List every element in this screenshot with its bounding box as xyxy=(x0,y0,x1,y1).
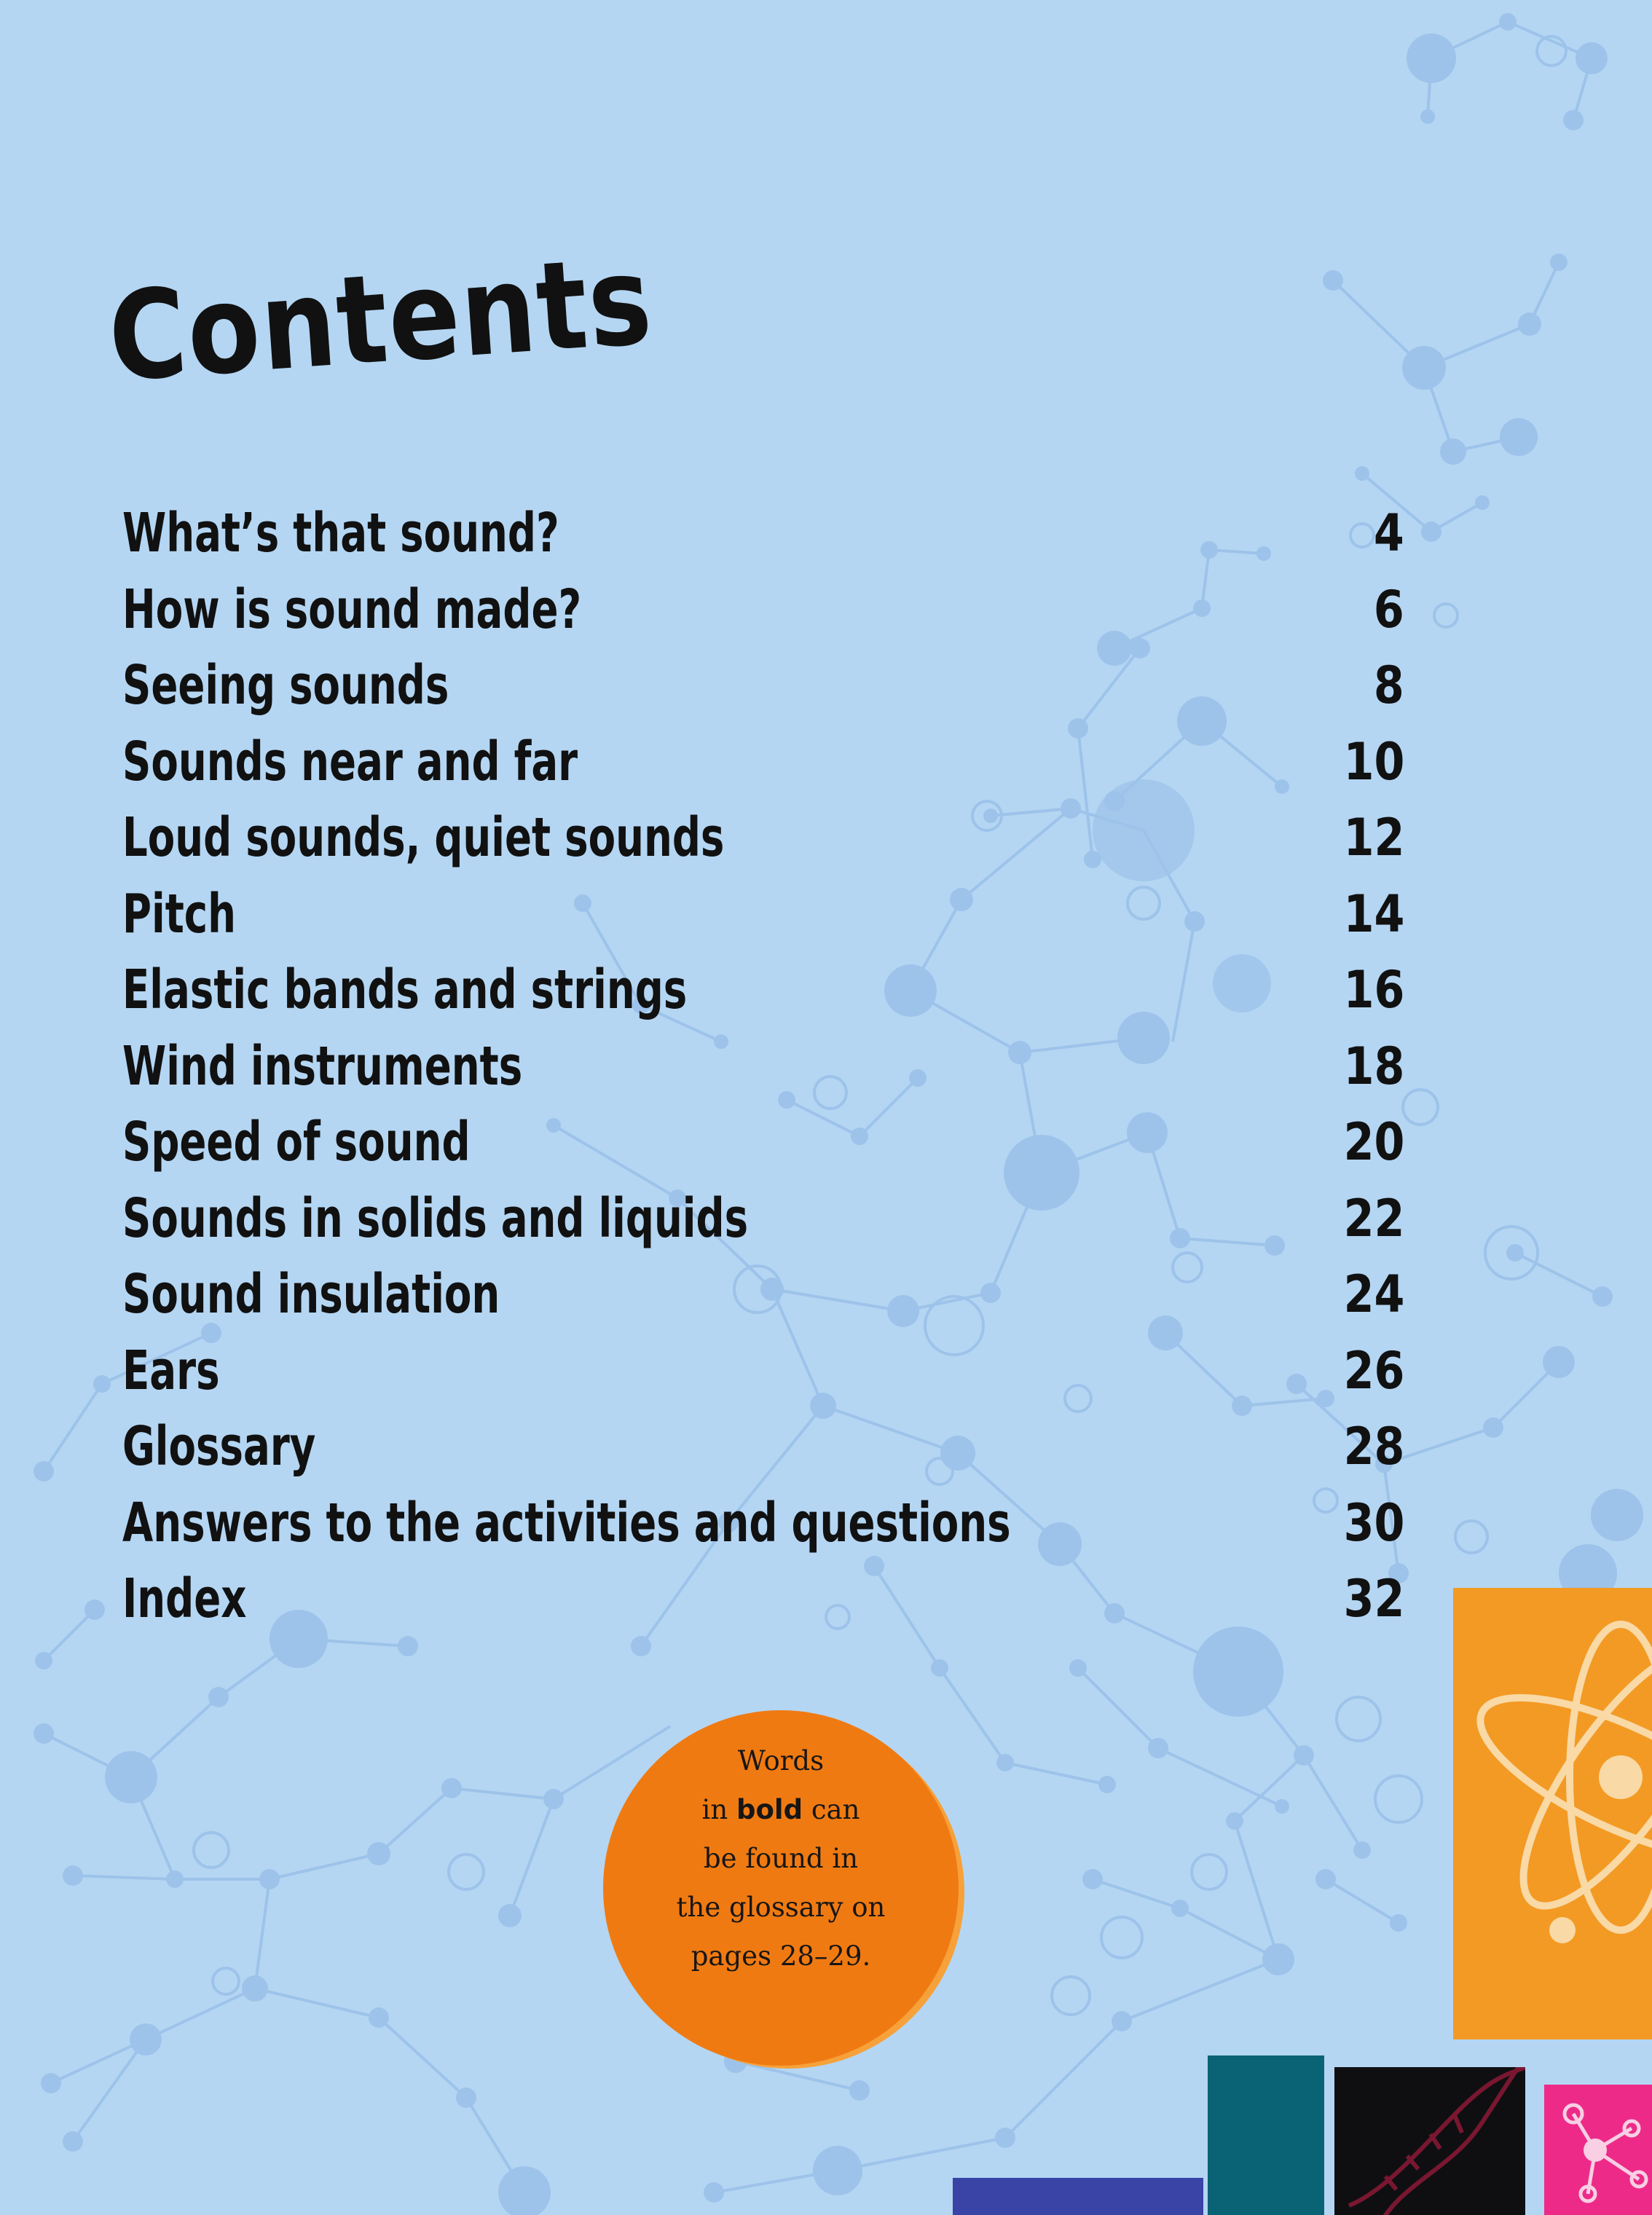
blue-tile xyxy=(953,2178,1203,2215)
toc-entry-page: 8 xyxy=(1374,656,1404,715)
molecule-icon xyxy=(1544,2085,1652,2215)
toc-entry-title: What’s that sound? xyxy=(122,502,559,564)
toc-entry-page: 14 xyxy=(1343,884,1404,944)
toc-entry-page: 24 xyxy=(1343,1264,1404,1324)
dna-icon xyxy=(1334,2067,1525,2215)
glossary-note-line: pages 28–29. xyxy=(691,1940,871,1972)
toc-entry[interactable] xyxy=(122,1416,1404,1492)
glossary-note-line: be found in xyxy=(703,1843,859,1874)
toc-entry-title: Pitch xyxy=(122,882,237,945)
toc-entry[interactable] xyxy=(122,1264,1404,1340)
toc-entry-page: 10 xyxy=(1343,731,1404,792)
toc-entry-page: 26 xyxy=(1343,1340,1404,1401)
toc-entry[interactable] xyxy=(122,959,1404,1036)
page-title: Contents xyxy=(104,229,657,409)
toc-entry-title: Wind instruments xyxy=(122,1034,523,1098)
toc-entry-page: 4 xyxy=(1374,503,1404,563)
toc-entry-title: Index xyxy=(122,1567,247,1630)
toc-entry-page: 22 xyxy=(1343,1188,1404,1248)
toc-entry-page: 6 xyxy=(1374,579,1404,640)
toc-entry-page: 16 xyxy=(1343,960,1404,1020)
toc-entry-page: 20 xyxy=(1343,1112,1404,1172)
toc-entry-page: 30 xyxy=(1343,1492,1404,1553)
atom-icon xyxy=(1453,1588,1652,2039)
toc-entry[interactable] xyxy=(122,731,1404,808)
dna-tile xyxy=(1334,2067,1525,2215)
toc-entry[interactable] xyxy=(122,1036,1404,1112)
toc-entry-page: 28 xyxy=(1343,1417,1404,1476)
toc-entry[interactable] xyxy=(122,503,1404,579)
glossary-note xyxy=(603,1736,959,1980)
toc-entry[interactable] xyxy=(122,807,1404,884)
toc-entry-title: Speed of sound xyxy=(122,1111,471,1173)
atom-tile xyxy=(1453,1588,1652,2039)
bold-word: bold xyxy=(736,1794,803,1825)
toc-entry-title: Loud sounds, quiet sounds xyxy=(122,806,725,869)
toc-entry[interactable] xyxy=(122,579,1404,656)
toc-entry-title: How is sound made? xyxy=(122,578,582,641)
toc-entry[interactable] xyxy=(122,1492,1404,1569)
toc-entry[interactable] xyxy=(122,884,1404,960)
glossary-note-line: Words xyxy=(737,1745,825,1777)
toc-entry-title: Glossary xyxy=(122,1415,316,1478)
toc-entry[interactable] xyxy=(122,1188,1404,1264)
table-of-contents xyxy=(122,503,1404,1645)
teal-tile xyxy=(1208,2055,1324,2215)
toc-entry-page: 12 xyxy=(1343,808,1404,867)
toc-entry[interactable] xyxy=(122,1112,1404,1188)
toc-entry-title: Answers to the activities and questions xyxy=(122,1491,1011,1554)
toc-entry-title: Seeing sounds xyxy=(122,654,449,717)
toc-entry-title: Elastic bands and strings xyxy=(122,959,688,1021)
toc-entry-title: Sound insulation xyxy=(122,1263,500,1326)
toc-entry-title: Sounds in solids and liquids xyxy=(122,1187,749,1250)
toc-entry-page: 32 xyxy=(1343,1569,1404,1629)
toc-entry-page: 18 xyxy=(1343,1036,1404,1096)
toc-entry[interactable] xyxy=(122,1568,1404,1645)
glossary-note-line: in bold can xyxy=(701,1794,860,1825)
molecule-tile xyxy=(1544,2085,1652,2215)
glossary-note-line: the glossary on xyxy=(676,1892,886,1923)
toc-entry[interactable] xyxy=(122,1340,1404,1417)
toc-entry-title: Sounds near and far xyxy=(122,730,578,793)
toc-entry-title: Ears xyxy=(122,1339,220,1402)
toc-entry[interactable] xyxy=(122,655,1404,731)
